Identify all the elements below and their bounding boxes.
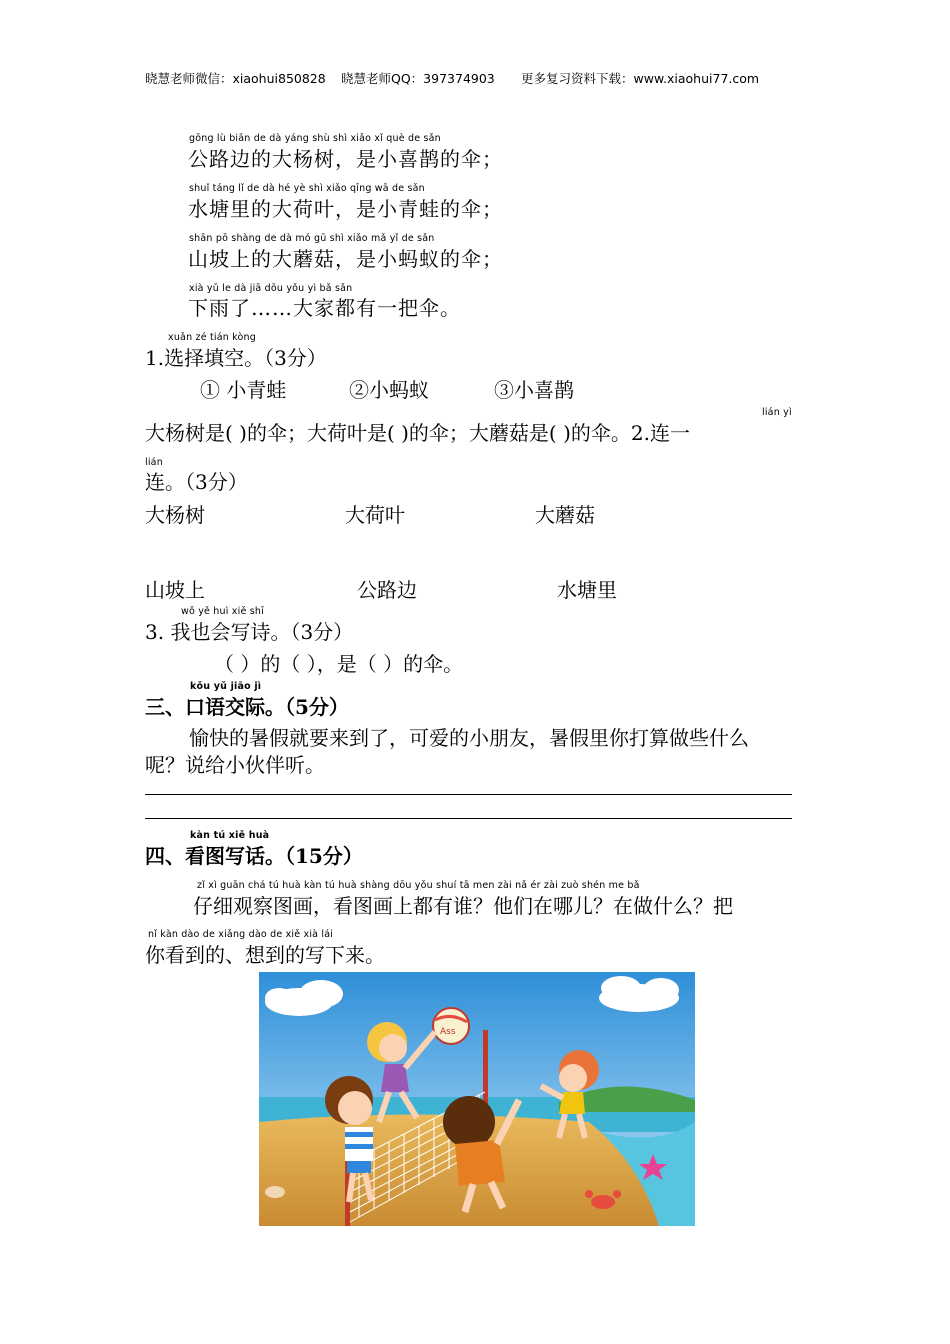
q1-option-2: ②小蚂蚁 bbox=[349, 378, 429, 402]
header-wechat: 晓慧老师微信：xiaohui850828 bbox=[145, 71, 326, 86]
match-right-1: 山坡上 bbox=[145, 578, 205, 602]
poem-line4-pinyin: xià yǔ le dà jiā dōu yǒu yì bǎ sǎn bbox=[189, 283, 353, 294]
match-right-2: 公路边 bbox=[357, 578, 417, 602]
header-qq: 晓慧老师QQ：397374903 bbox=[341, 71, 495, 86]
s4-para-1: 仔细观察图画，看图画上都有谁？他们在哪儿？在做什么？把 bbox=[193, 894, 733, 918]
volleyball bbox=[433, 1008, 469, 1044]
match-left-1: 大杨树 bbox=[145, 503, 205, 527]
s4-para-2-pinyin: nǐ kàn dào de xiǎng dào de xiě xià lái bbox=[148, 929, 334, 940]
poem-line1: 公路边的大杨树，是小喜鹊的伞； bbox=[188, 147, 503, 171]
q3-title: 3. 我也会写诗。（3分） bbox=[145, 620, 354, 644]
answer-line-2 bbox=[145, 818, 792, 819]
poem-line1-pinyin: gōng lù biān de dà yáng shù shì xiǎo xǐ què de sǎn bbox=[189, 133, 441, 144]
header-download: 更多复习资料下载：www.xiaohui77.com bbox=[521, 71, 760, 86]
match-left-2: 大荷叶 bbox=[345, 503, 405, 527]
s3-title: 三、口语交际。（5分） bbox=[145, 695, 349, 719]
q1-title: 1.选择填空。（3分） bbox=[145, 346, 327, 370]
match-right-3: 水塘里 bbox=[557, 578, 617, 602]
s3-para-2: 呢？说给小伙伴听。 bbox=[145, 753, 325, 777]
seashell bbox=[265, 1186, 285, 1198]
s4-pinyin: kàn tú xiě huà bbox=[190, 830, 270, 841]
q2-lian-pinyin: lián bbox=[145, 457, 163, 468]
q3-pinyin: wǒ yě huì xiě shī bbox=[181, 606, 264, 617]
s4-title: 四、看图写话。（15分） bbox=[145, 844, 363, 868]
q1-pinyin: xuǎn zé tián kòng bbox=[168, 332, 257, 343]
poem-line3: 山坡上的大蘑菇，是小蚂蚁的伞； bbox=[188, 247, 503, 271]
beach-volleyball-picture bbox=[259, 972, 695, 1226]
s4-para-1-pinyin: zǐ xì guān chá tú huà kàn tú huà shàng dōu yǒu shuí tā men zài nǎ ér zài zuò shén me bǎ bbox=[197, 880, 640, 891]
q1-option-3: ③小喜鹊 bbox=[494, 378, 574, 402]
q2-lianyi-pinyin: lián yì bbox=[762, 407, 792, 418]
s3-para-1: 愉快的暑假就要来到了，可爱的小朋友，暑假里你打算做些什么 bbox=[189, 726, 749, 750]
match-left-3: 大蘑菇 bbox=[535, 503, 595, 527]
poem-line2-pinyin: shuǐ táng lǐ de dà hé yè shì xiǎo qīng wā de sǎn bbox=[189, 183, 425, 194]
poem-line4: 下雨了……大家都有一把伞。 bbox=[188, 296, 461, 320]
q1-fill-line: 大杨树是( )的伞；大荷叶是( )的伞；大蘑菇是( )的伞。2.连一 bbox=[145, 421, 690, 445]
q3-fill: （ ）的（ ），是（ ）的伞。 bbox=[214, 652, 464, 676]
answer-line-1 bbox=[145, 794, 792, 795]
poem-line3-pinyin: shān pō shàng de dà mó gū shì xiǎo mǎ yǐ de sǎn bbox=[189, 233, 435, 244]
poem-line2: 水塘里的大荷叶，是小青蛙的伞； bbox=[188, 197, 503, 221]
s3-pinyin: kǒu yǔ jiāo jì bbox=[190, 681, 262, 692]
beach-scene-illustration bbox=[259, 972, 695, 1226]
q1-option-1: ① 小青蛙 bbox=[200, 378, 287, 402]
q2-title: 连。（3分） bbox=[145, 470, 248, 494]
svg-text:Ass: Ass bbox=[440, 1027, 456, 1037]
s4-para-2: 你看到的、想到的写下来。 bbox=[145, 943, 385, 967]
